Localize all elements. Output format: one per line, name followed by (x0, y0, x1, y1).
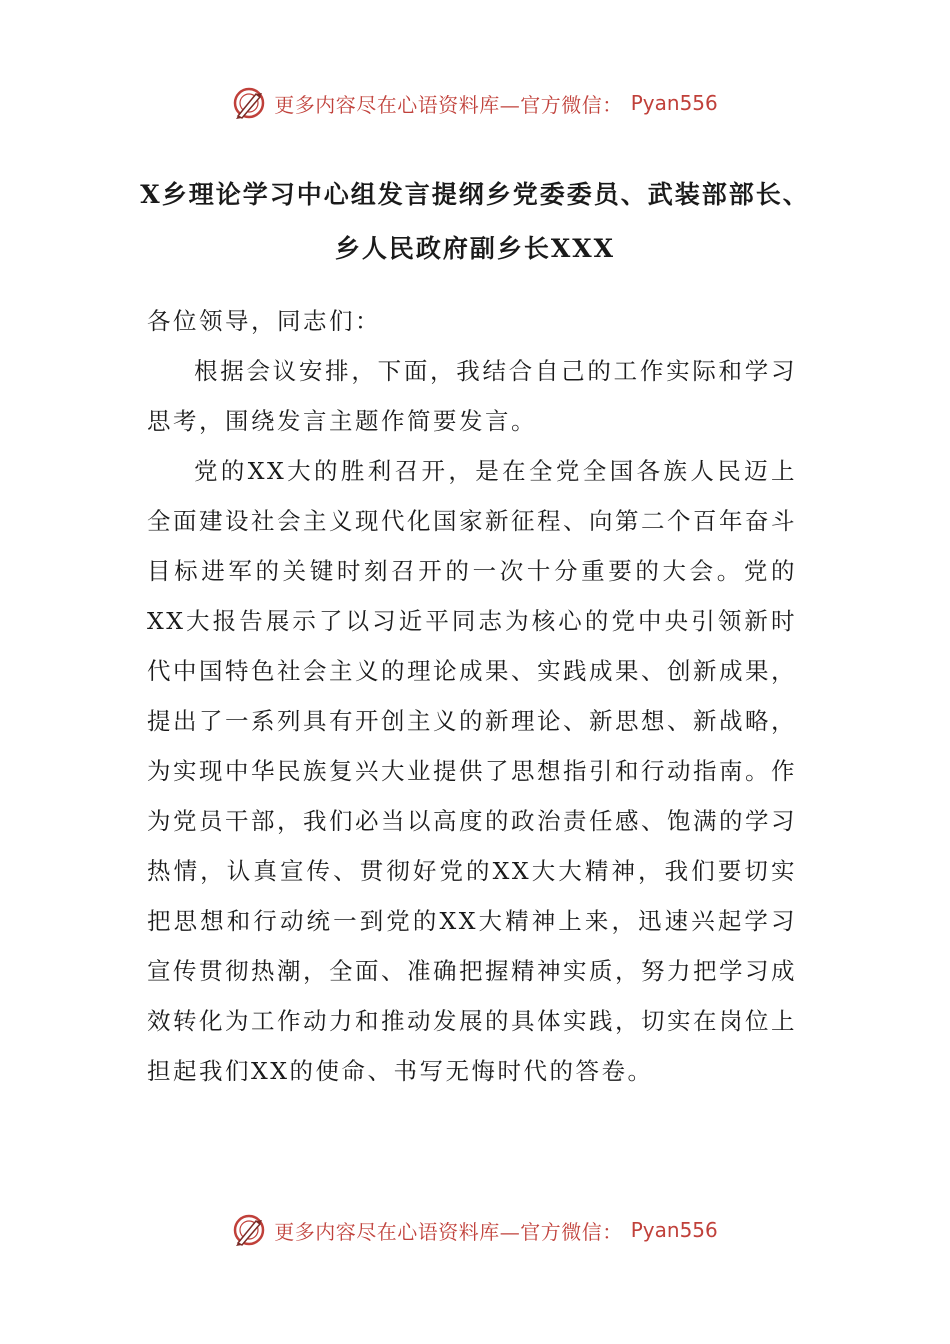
paragraph: 党的XX大的胜利召开，是在全党全国各族人民迈上全面建设社会主义现代化国家新征程、向第二个百年奋斗目标进军的关键时刻召开的一次十分重要的大会。党的XX大报告展示了以习近平同志为核心的党中央引领新时代中国特色社会主义的理论成果、实践成果、创新成果，提出了一系列具有开创主义的新理论、新思想、新战略，为实现中华民族复兴大业提供了思想指引和行动指南。作为党员干部，我们必当以高度的政治责任感、饱满的学习热情，认真宣传、贯彻好党的XX大大精神，我们要切实把思想和行动统一到党的XX大精神上来，迅速兴起学习宣传贯彻热潮，全面、准确把握精神实质，努力把学习成效转化为工作动力和推动发展的具体实践，切实在岗位上担起我们XX的使命、书写无悔时代的答卷。 (147, 457, 797, 1085)
footer-banner (0, 1205, 950, 1255)
document-title: X乡理论学习中心组发言提纲乡党委委员、武装部部长、乡人民政府副乡长XXX (140, 180, 810, 263)
salutation: 各位领导，同志们： (147, 307, 381, 335)
document-body (147, 296, 797, 1096)
banner-wechat-id: Pyan556 (630, 91, 718, 115)
paragraph: 根据会议安排，下面，我结合自己的工作实际和学习思考，围绕发言主题作简要发言。 (147, 357, 797, 435)
pen-logo-icon (232, 1213, 266, 1247)
banner-text: 更多内容尽在心语资料库—官方微信： (274, 92, 623, 117)
header-banner (0, 78, 950, 128)
pen-logo-icon (232, 86, 266, 120)
banner-text: 更多内容尽在心语资料库—官方微信： (274, 1219, 623, 1244)
banner-wechat-id: Pyan556 (630, 1218, 718, 1242)
